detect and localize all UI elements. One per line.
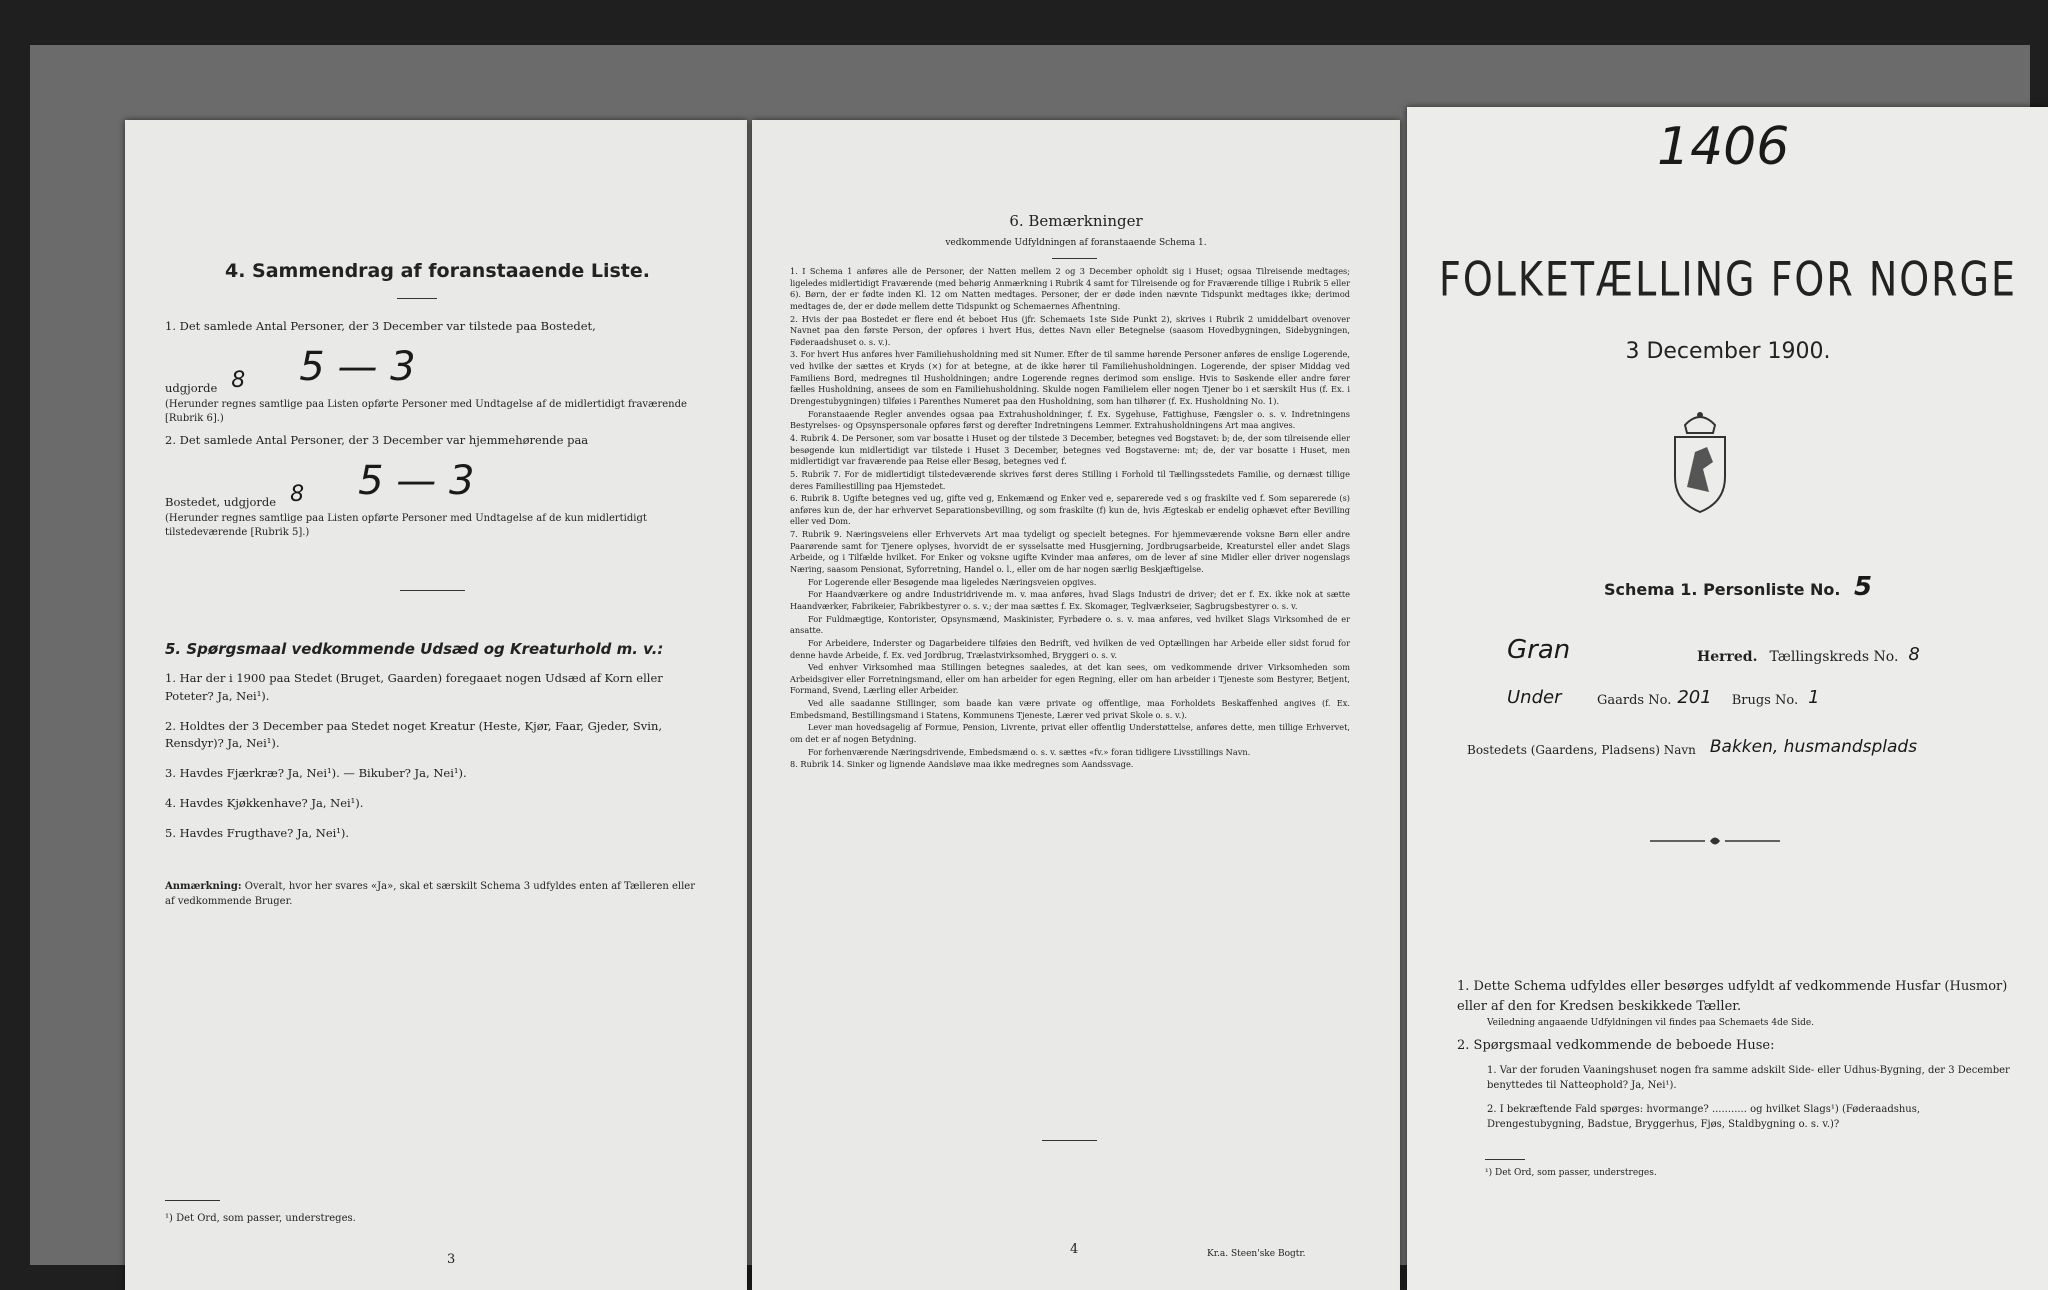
question-1: 1. Har der i 1900 paa Stedet (Bruget, Gaarden) foregaaet nogen Udsæd af Korn eller Poteter? Ja, Nei¹).: [165, 671, 663, 703]
question-5: 5. Havdes Frugthave? Ja, Nei¹).: [165, 825, 350, 840]
bosted-label: Bostedets (Gaardens, Pladsens) Navn: [1467, 743, 1696, 757]
remark-paragraph: For forhenværende Næringsdrivende, Embedsmænd o. s. v. sættes «fv.» foran tidligere Livsstillings Navn.: [808, 746, 1251, 757]
item-2-note: (Herunder regnes samtlige paa Listen opførte Personer med Undtagelse af de kun midlertidigt tilstedeværende [Rubrik 5].): [165, 512, 647, 539]
remark-paragraph: Ved enhver Virksomhed maa Stillingen betegnes saaledes, at det kan sees, om vedkommende driver Virksomheden som Arbeidsgiver eller Forretningsmand, eller om han arbeider for egen Regning, eller om han arbeider i Tjeneste som Bestyrer, Betjent, Formand, Svend, Lærling eller Arbeider.: [790, 662, 1350, 696]
remark-block: [165, 880, 705, 909]
instruction-2-1: 1. Var der foruden Vaaningshuset nogen fra samme adskilt Side- eller Udhus-Bygning, der 3 December benyttedes til Natteophold? Ja, Nei¹).: [1487, 1065, 2010, 1091]
gaards-prefix-handwritten: Under: [1507, 687, 1562, 708]
schema-line: [1604, 572, 1872, 602]
krets-label: Tællingskreds No.: [1769, 649, 1899, 665]
herred-handwritten: Gran: [1507, 635, 1571, 665]
page-3: [125, 120, 747, 1290]
document-title: FOLKETÆLLING FOR NORGE: [1438, 251, 2018, 307]
remark-paragraph: For Fuldmægtige, Kontorister, Opsynsmænd, Maskinister, Fyrbødere o. s. v. maa anføres, ved hvilket Slags Virksomhed de er ansatte.: [790, 613, 1350, 636]
remark-paragraph: For Arbeidere, Inderster og Dagarbeidere tilføies den Bedrift, ved hvilken de ved Optællingen har Arbeide eller sidst forud for denne havde Arbeide, f. Ex. ved Jordbrug, Trælastvirksomhed, Bryggeri o. s. v.: [790, 637, 1350, 660]
schema-label: Schema 1. Personliste No.: [1604, 580, 1841, 599]
remarks-subtitle: vedkommende Udfyldningen af foranstaaende Schema 1.: [945, 238, 1207, 248]
question-2: 2. Holdtes der 3 December paa Stedet noget Kreatur (Heste, Kjør, Faar, Gjeder, Svin, Rensdyr)? Ja, Nei¹).: [165, 718, 663, 751]
personliste-number-handwritten: 5: [1854, 572, 1873, 602]
questions-list: [165, 670, 705, 855]
page-1: [1407, 107, 2048, 1290]
question-4: 4. Havdes Kjøkkenhave? Ja, Nei¹).: [165, 796, 364, 811]
gaards-line: [1507, 687, 2007, 708]
divider: [1052, 258, 1097, 259]
krets-number-handwritten: 8: [1908, 644, 1920, 665]
summary-item-1: [165, 318, 710, 427]
item-1-note: (Herunder regnes samtlige paa Listen opførte Personer med Undtagelse af de midlertidigt fraværende [Rubrik 6].): [165, 398, 687, 425]
footnote: ¹) Det Ord, som passer, understreges.: [1485, 1168, 1657, 1178]
bosted-line: [1467, 737, 2027, 757]
remark-paragraph: Ved alle saadanne Stillinger, som baade kan være private og offentlige, maa Forholdets Beskaffenhed angives (f. Ex. Embedsmand, Bestillingsmand i Statens, Kommunens Tjeneste, Lærer ved privat Skole o. s. v.).: [790, 698, 1350, 720]
remark-paragraph: 5. Rubrik 7. For de midlertidigt tilstedeværende skrives først deres Stilling i Forhold til Tællingsstedets Familie, og dernæst tillige deres Familiestilling paa Hjemstedet.: [790, 468, 1350, 491]
footnote-rule: [1485, 1159, 1525, 1160]
remark-paragraph: 3. For hvert Hus anføres hver Familiehusholdning med sit Numer. Efter de til samme hørende Personer anføres de enslige Logerende, ved hvilke der sættes et Kryds (×) for at betegne, at de ikke hører til Familiehusholdningen. Logerende, der spiser Middag ved Familiens Bord, medregnes til Husholdningen; andre Logerende regnes derimod som enslige. Hvis to Søskende eller andre fører fælles Husholdning, ansees de som en Familiehusholdning. Skulde nogen Familielem eller nogen Tjener bo i et særskilt Hus (f. Ex. i Drengestubygningen) tilføies i Parenthes Numeret paa den Husholdning, som han tilhører (f. Ex. Husholdning No. 1).: [790, 349, 1350, 407]
remark-paragraph: 2. Hvis der paa Bostedet er flere end ét beboet Hus (jfr. Schemaets 1ste Side Punkt 2), skrives i Rubrik 2 umiddelbart ovenover Navnet paa den første Person, der opføres i hvert Hus, dettes Navn eller Betegnelse (saasom Hovedbygningen, Sidebygningen, Føderaadshuset o. s. v.).: [790, 313, 1350, 347]
summary-item-2: [165, 432, 710, 541]
remark-paragraph: 8. Rubrik 14. Sinker og lignende Aandsløve maa ikke medregnes som Aandssvage.: [790, 759, 1134, 770]
instruction-2-2: 2. I bekræftende Fald spørges: hvormange? ........... og hvilket Slags¹) (Føderaadshus, Drengestubygning, Badstue, Bryggerhus, Fjøs, Staldbygning o. s. v.)?: [1487, 1104, 1921, 1130]
document-date: 3 December 1900.: [1625, 339, 1831, 364]
instruction-2: 2. Spørgsmaal vedkommende de beboede Huse:: [1457, 1038, 1775, 1054]
question-3: 3. Havdes Fjærkræ? Ja, Nei¹). — Bikuber? Ja, Nei¹).: [165, 766, 467, 781]
page-number: 3: [447, 1252, 456, 1267]
document-spread: [30, 45, 2030, 1265]
item-2-text: 2. Det samlede Antal Personer, der 3 December var hjemmehørende paa: [165, 433, 589, 447]
page-number: 4: [1070, 1242, 1079, 1257]
coat-of-arms-icon: [1665, 407, 1735, 517]
section-4-title: 4. Sammendrag af foranstaaende Liste.: [225, 260, 650, 282]
item-1-text: 1. Det samlede Antal Personer, der 3 December var tilstede paa Bostedet,: [165, 319, 596, 333]
remark-paragraph: 6. Rubrik 8. Ugifte betegnes ved ug, gifte ved g, Enkemænd og Enker ved e, separerede ved s og fraskilte ved f. Som separerede (s) anføres kun de, der har erhvervet Separationsbevilling, og som fraskilte (f) kun de, hvis Ægteskab er endelig ophævet efter Bevilling eller ved Dom.: [790, 493, 1350, 527]
divider: [397, 298, 437, 299]
page-4: [752, 120, 1400, 1290]
instructions: [1457, 977, 2017, 1132]
item-2-total-handwritten: 8: [290, 481, 305, 507]
remark-label: Anmærkning:: [165, 881, 242, 892]
instruction-1-note: Veiledning angaaende Udfyldningen vil findes paa Schemaets 4de Side.: [1487, 1018, 1815, 1029]
remarks-title: 6. Bemærkninger: [1009, 212, 1143, 230]
footnote-rule: [165, 1200, 220, 1201]
archive-number-handwritten: 1406: [1657, 117, 1790, 177]
gaards-number-handwritten: 201: [1677, 687, 1712, 708]
herred-label: Herred.: [1697, 649, 1758, 665]
remark-paragraph: 1. I Schema 1 anføres alle de Personer, der Natten mellem 2 og 3 December opholdt sig i Huset; ogsaa Tilreisende medtages; ligeledes midlertidigt Fraværende (med behørig Anmærkning i Rubrik 4 samt for Tilreisende og for Fraværende tillige i Rubrik 5 eller 6). Børn, der er fødte inden Kl. 12 om Natten medtages. Personer, der er døde inden nævnte Tidspunkt medtages ikke; derimod medtages de, der er døde mellem dette Tidspunkt og Schemaernes Afhentning.: [790, 266, 1350, 311]
remark-text: Overalt, hvor her svares «Ja», skal et særskilt Schema 3 udfyldes enten af Tælleren eller af vedkommende Bruger.: [165, 881, 695, 907]
ornament-icon: [1650, 833, 1780, 847]
brugs-number-handwritten: 1: [1808, 687, 1820, 708]
remark-paragraph: 7. Rubrik 9. Næringsveiens eller Erhvervets Art maa tydeligt og specielt betegnes. For hjemmeværende voksne Børn eller andre Paarørende samt for Tjenere oplyses, hvorvidt de er sysselsatte med Husgjerning, Jordbrugsarbeide, Kreaturstel eller andet Slags Arbeide, og i Tilfælde hvilket. For Enker og voksne ugifte Kvinder maa anføres, om de lever af sine Midler eller driver nogenslags Næring, saasom Pensionat, Syforretning, Handel o. l., eller om de har nogen særlig Beskjæftigelse.: [790, 529, 1350, 575]
herred-line: [1507, 635, 2007, 665]
remark-paragraph: For Haandværkere og andre Industridrivende m. v. maa anføres, hvad Slags Industri de driver; det er f. Ex. ikke nok at sætte Haandværker, Fabrikeier, Fabrikbestyrer o. s. v.; der maa sættes f. Ex. Skomager, Teglværkseier, Sagbrugsbestyrer o. s. v.: [790, 589, 1350, 611]
remarks-list: [790, 266, 1350, 772]
brugs-label: Brugs No.: [1731, 693, 1799, 708]
item-1-total-handwritten: 8: [231, 367, 246, 393]
section-5-title: 5. Spørgsmaal vedkommende Udsæd og Kreaturhold m. v.:: [165, 640, 664, 658]
remark-paragraph: For Logerende eller Besøgende maa ligeledes Næringsveien opgives.: [808, 576, 1097, 587]
item-2-split-handwritten: 5 — 3: [358, 457, 475, 504]
remark-paragraph: 4. Rubrik 4. De Personer, som var bosatte i Huset og der tilstede 3 December, betegnes ved Bogstavet: b; de, der som tilreisende eller besøgende kun midlertidigt var tilstede i Huset 3 December, betegnes ved Bogstaverne: mt; de, der var bosatte i Huset, men midlertidigt var fraværende paa Reise eller Besøg, betegnes ved f.: [790, 432, 1350, 467]
printer-imprint: Kr.a. Steen'ske Bogtr.: [1207, 1249, 1306, 1259]
divider: [1042, 1140, 1097, 1141]
footnote: ¹) Det Ord, som passer, understreges.: [165, 1213, 356, 1224]
instruction-1: 1. Dette Schema udfyldes eller besørges udfyldt af vedkommende Husfar (Husmor) eller af den for Kredsen beskikkede Tæller.: [1457, 979, 2008, 1015]
divider: [400, 590, 465, 591]
gaards-label: Gaards No.: [1597, 693, 1672, 708]
item-2-label: Bostedet, udgjorde: [165, 495, 277, 509]
bosted-handwritten: Bakken, husmandsplads: [1709, 737, 1918, 757]
item-1-label: udgjorde: [165, 381, 218, 395]
remark-paragraph: Lever man hovedsagelig af Formue, Pension, Livrente, privat eller offentlig Understøttelse, anføres dette, men tillige Erhvervet, om det er af nogen Betydning.: [790, 722, 1350, 744]
remark-paragraph: Foranstaaende Regler anvendes ogsaa paa Extrahusholdninger, f. Ex. Sygehuse, Fattighuse, Fængsler o. s. v. Indretningens Bestyrelses- og Opsynspersonale opføres først og derefter Indretningens Lemmer. Extrahusholdningens Art maa angives.: [790, 408, 1350, 431]
item-1-split-handwritten: 5 — 3: [299, 343, 416, 390]
